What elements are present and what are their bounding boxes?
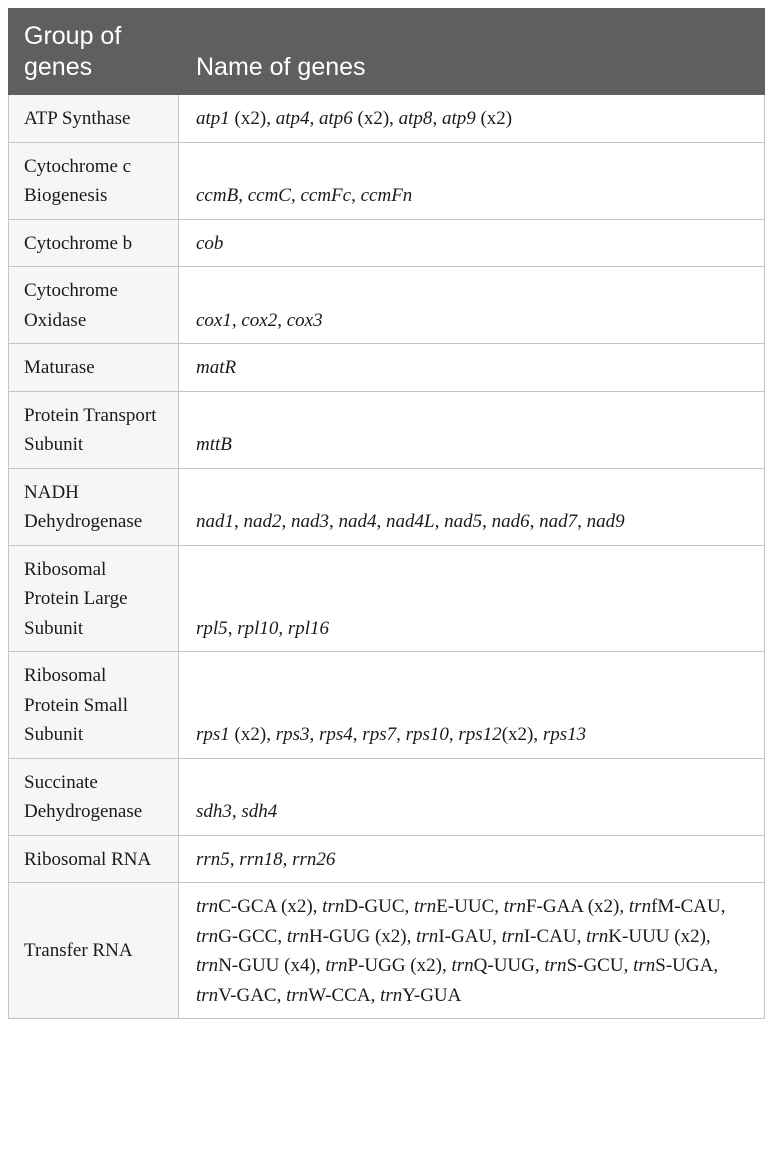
gene-group-cell: Protein Transport Subunit — [9, 391, 179, 468]
table-row — [9, 219, 765, 267]
gene-group-cell: NADH Dehydrogenase — [9, 468, 179, 545]
table-body — [9, 95, 765, 1019]
table-row — [9, 758, 765, 835]
table-row — [9, 883, 765, 1019]
gene-names-cell: ccmB, ccmC, ccmFc, ccmFn — [179, 142, 765, 219]
table-row — [9, 344, 765, 392]
table-row — [9, 545, 765, 652]
header-group-of-genes: Group of genes — [9, 9, 179, 95]
table-header-row — [9, 9, 765, 95]
gene-names-cell: sdh3, sdh4 — [179, 758, 765, 835]
gene-names-cell: cox1, cox2, cox3 — [179, 267, 765, 344]
gene-names-cell: rrn5, rrn18, rrn26 — [179, 835, 765, 883]
gene-names-cell: cob — [179, 219, 765, 267]
gene-names-cell: nad1, nad2, nad3, nad4, nad4L, nad5, nad6, nad7, nad9 — [179, 468, 765, 545]
table-row — [9, 835, 765, 883]
table-row — [9, 267, 765, 344]
gene-group-cell: Succinate Dehydrogenase — [9, 758, 179, 835]
gene-group-cell: Ribosomal Protein Large Subunit — [9, 545, 179, 652]
gene-names-cell: rpl5, rpl10, rpl16 — [179, 545, 765, 652]
gene-group-cell: Cytochrome Oxidase — [9, 267, 179, 344]
table-row — [9, 391, 765, 468]
gene-group-cell: Ribosomal RNA — [9, 835, 179, 883]
gene-group-cell: Transfer RNA — [9, 883, 179, 1019]
gene-names-cell: mttB — [179, 391, 765, 468]
gene-names-cell: trnC-GCA (x2), trnD-GUC, trnE-UUC, trnF-GAA (x2), trnfM-CAU, trnG-GCC, trnH-GUG (x2), trnI-GAU, trnI-CAU, trnK-UUU (x2), trnN-GUU (x4), trnP-UGG (x2), trnQ-UUG, trnS-GCU, trnS-UGA, trnV-GAC, trnW-CCA, trnY-GUA — [179, 883, 765, 1019]
table-row — [9, 142, 765, 219]
header-name-of-genes: Name of genes — [179, 9, 765, 95]
gene-names-cell: rps1 (x2), rps3, rps4, rps7, rps10, rps12(x2), rps13 — [179, 652, 765, 759]
gene-group-cell: Cytochrome b — [9, 219, 179, 267]
gene-table-container — [8, 8, 764, 1019]
table-row — [9, 95, 765, 143]
gene-names-cell: matR — [179, 344, 765, 392]
gene-group-cell: ATP Synthase — [9, 95, 179, 143]
gene-names-cell: atp1 (x2), atp4, atp6 (x2), atp8, atp9 (x2) — [179, 95, 765, 143]
gene-group-cell: Ribosomal Protein Small Subunit — [9, 652, 179, 759]
gene-group-cell: Cytochrome c Biogenesis — [9, 142, 179, 219]
table-row — [9, 652, 765, 759]
table-row — [9, 468, 765, 545]
gene-group-cell: Maturase — [9, 344, 179, 392]
gene-table — [8, 8, 765, 1019]
